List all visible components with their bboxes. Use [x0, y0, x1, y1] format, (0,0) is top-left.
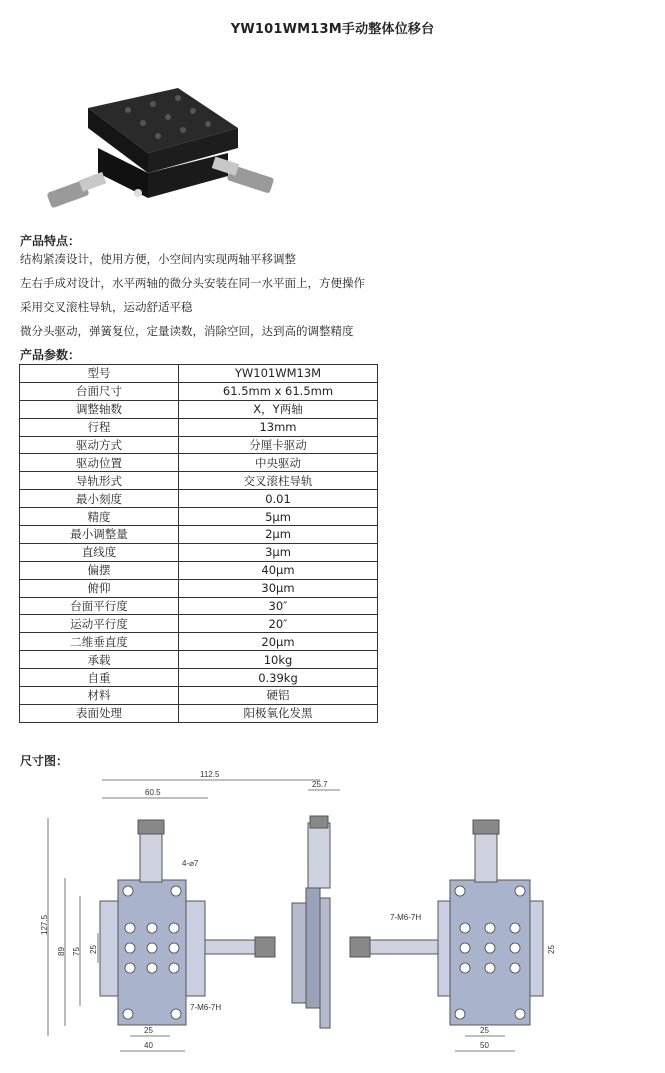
- params-row: [20, 687, 378, 705]
- param-value: 61.5mm x 61.5mm: [179, 382, 378, 400]
- params-row: [20, 579, 378, 597]
- param-value: 0.39kg: [179, 669, 378, 687]
- page-title: YW101WM13M手动整体位移台: [230, 22, 435, 37]
- params-row: [20, 669, 378, 687]
- param-value: 20″: [179, 615, 378, 633]
- dim-label: 50: [480, 1041, 489, 1050]
- params-row: [20, 472, 378, 490]
- params-row: [20, 704, 378, 722]
- param-key: 直线度: [20, 543, 179, 561]
- params-table: [19, 364, 378, 723]
- params-heading: 产品参数：: [20, 348, 81, 362]
- param-value: 3μm: [179, 543, 378, 561]
- params-row: [20, 382, 378, 400]
- param-value: 30μm: [179, 579, 378, 597]
- param-value: 20μm: [179, 633, 378, 651]
- params-row: [20, 436, 378, 454]
- param-key: 承载: [20, 651, 179, 669]
- params-row: [20, 651, 378, 669]
- param-key: 二维垂直度: [20, 633, 179, 651]
- param-value: 40μm: [179, 561, 378, 579]
- params-row: [20, 454, 378, 472]
- dim-label: 60.5: [145, 788, 161, 797]
- param-key: 运动平行度: [20, 615, 179, 633]
- dim-label: 127.5: [40, 914, 49, 935]
- params-row: [20, 597, 378, 615]
- param-key: 自重: [20, 669, 179, 687]
- dim-label: 25: [89, 945, 98, 954]
- dim-label: 25: [144, 1026, 153, 1035]
- dim-label: 25: [480, 1026, 489, 1035]
- dim-label: 89: [57, 947, 66, 956]
- dim-label: 25: [547, 945, 556, 954]
- features-heading: 产品特点：: [20, 234, 81, 248]
- params-row: [20, 561, 378, 579]
- param-key: 最小刻度: [20, 490, 179, 508]
- param-value: 13mm: [179, 418, 378, 436]
- param-key: 表面处理: [20, 704, 179, 722]
- params-row: [20, 508, 378, 526]
- param-value: 2μm: [179, 526, 378, 544]
- param-key: 调整轴数: [20, 400, 179, 418]
- param-value: YW101WM13M: [179, 365, 378, 383]
- param-key: 驱动位置: [20, 454, 179, 472]
- dims-heading: 尺寸图：: [20, 754, 69, 768]
- params-row: [20, 543, 378, 561]
- param-key: 材料: [20, 687, 179, 705]
- params-row: [20, 418, 378, 436]
- param-value: 分厘卡驱动: [179, 436, 378, 454]
- param-key: 行程: [20, 418, 179, 436]
- param-key: 俯仰: [20, 579, 179, 597]
- feature-item: 左右手成对设计，水平两轴的微分头安装在同一水平面上，方便操作: [20, 276, 365, 290]
- dim-label: 75: [72, 947, 81, 956]
- param-key: 型号: [20, 365, 179, 383]
- param-key: 驱动方式: [20, 436, 179, 454]
- param-key: 台面平行度: [20, 597, 179, 615]
- thread-callout: 7-M6-7H: [390, 913, 422, 922]
- param-key: 精度: [20, 508, 179, 526]
- param-value: 5μm: [179, 508, 378, 526]
- dimension-drawing: [20, 768, 580, 1068]
- dim-label: 40: [144, 1041, 153, 1050]
- params-row: [20, 365, 378, 383]
- param-key: 导轨形式: [20, 472, 179, 490]
- param-value: 阳极氧化发黑: [179, 704, 378, 722]
- hole-callout: 4-⌀7: [182, 859, 199, 868]
- params-row: [20, 400, 378, 418]
- dim-label: 112.5: [200, 770, 220, 779]
- feature-item: 微分头驱动，弹簧复位，定量读数，消除空回，达到高的调整精度: [20, 324, 354, 338]
- feature-item: 结构紧凑设计，使用方便，小空间内实现两轴平移调整: [20, 252, 296, 266]
- thread-callout: 7-M6-7H: [190, 1003, 222, 1012]
- product-photo: [28, 68, 288, 228]
- params-row: [20, 490, 378, 508]
- param-value: 30″: [179, 597, 378, 615]
- params-row: [20, 526, 378, 544]
- feature-item: 采用交叉滚柱导轨，运动舒适平稳: [20, 300, 193, 314]
- param-value: 0.01: [179, 490, 378, 508]
- param-key: 台面尺寸: [20, 382, 179, 400]
- param-value: 硬铝: [179, 687, 378, 705]
- params-row: [20, 633, 378, 651]
- param-value: 交叉滚柱导轨: [179, 472, 378, 490]
- param-value: 10kg: [179, 651, 378, 669]
- dim-label: 25.7: [312, 780, 328, 789]
- params-row: [20, 615, 378, 633]
- param-value: 中央驱动: [179, 454, 378, 472]
- param-key: 偏摆: [20, 561, 179, 579]
- param-key: 最小调整量: [20, 526, 179, 544]
- param-value: X，Y两轴: [179, 400, 378, 418]
